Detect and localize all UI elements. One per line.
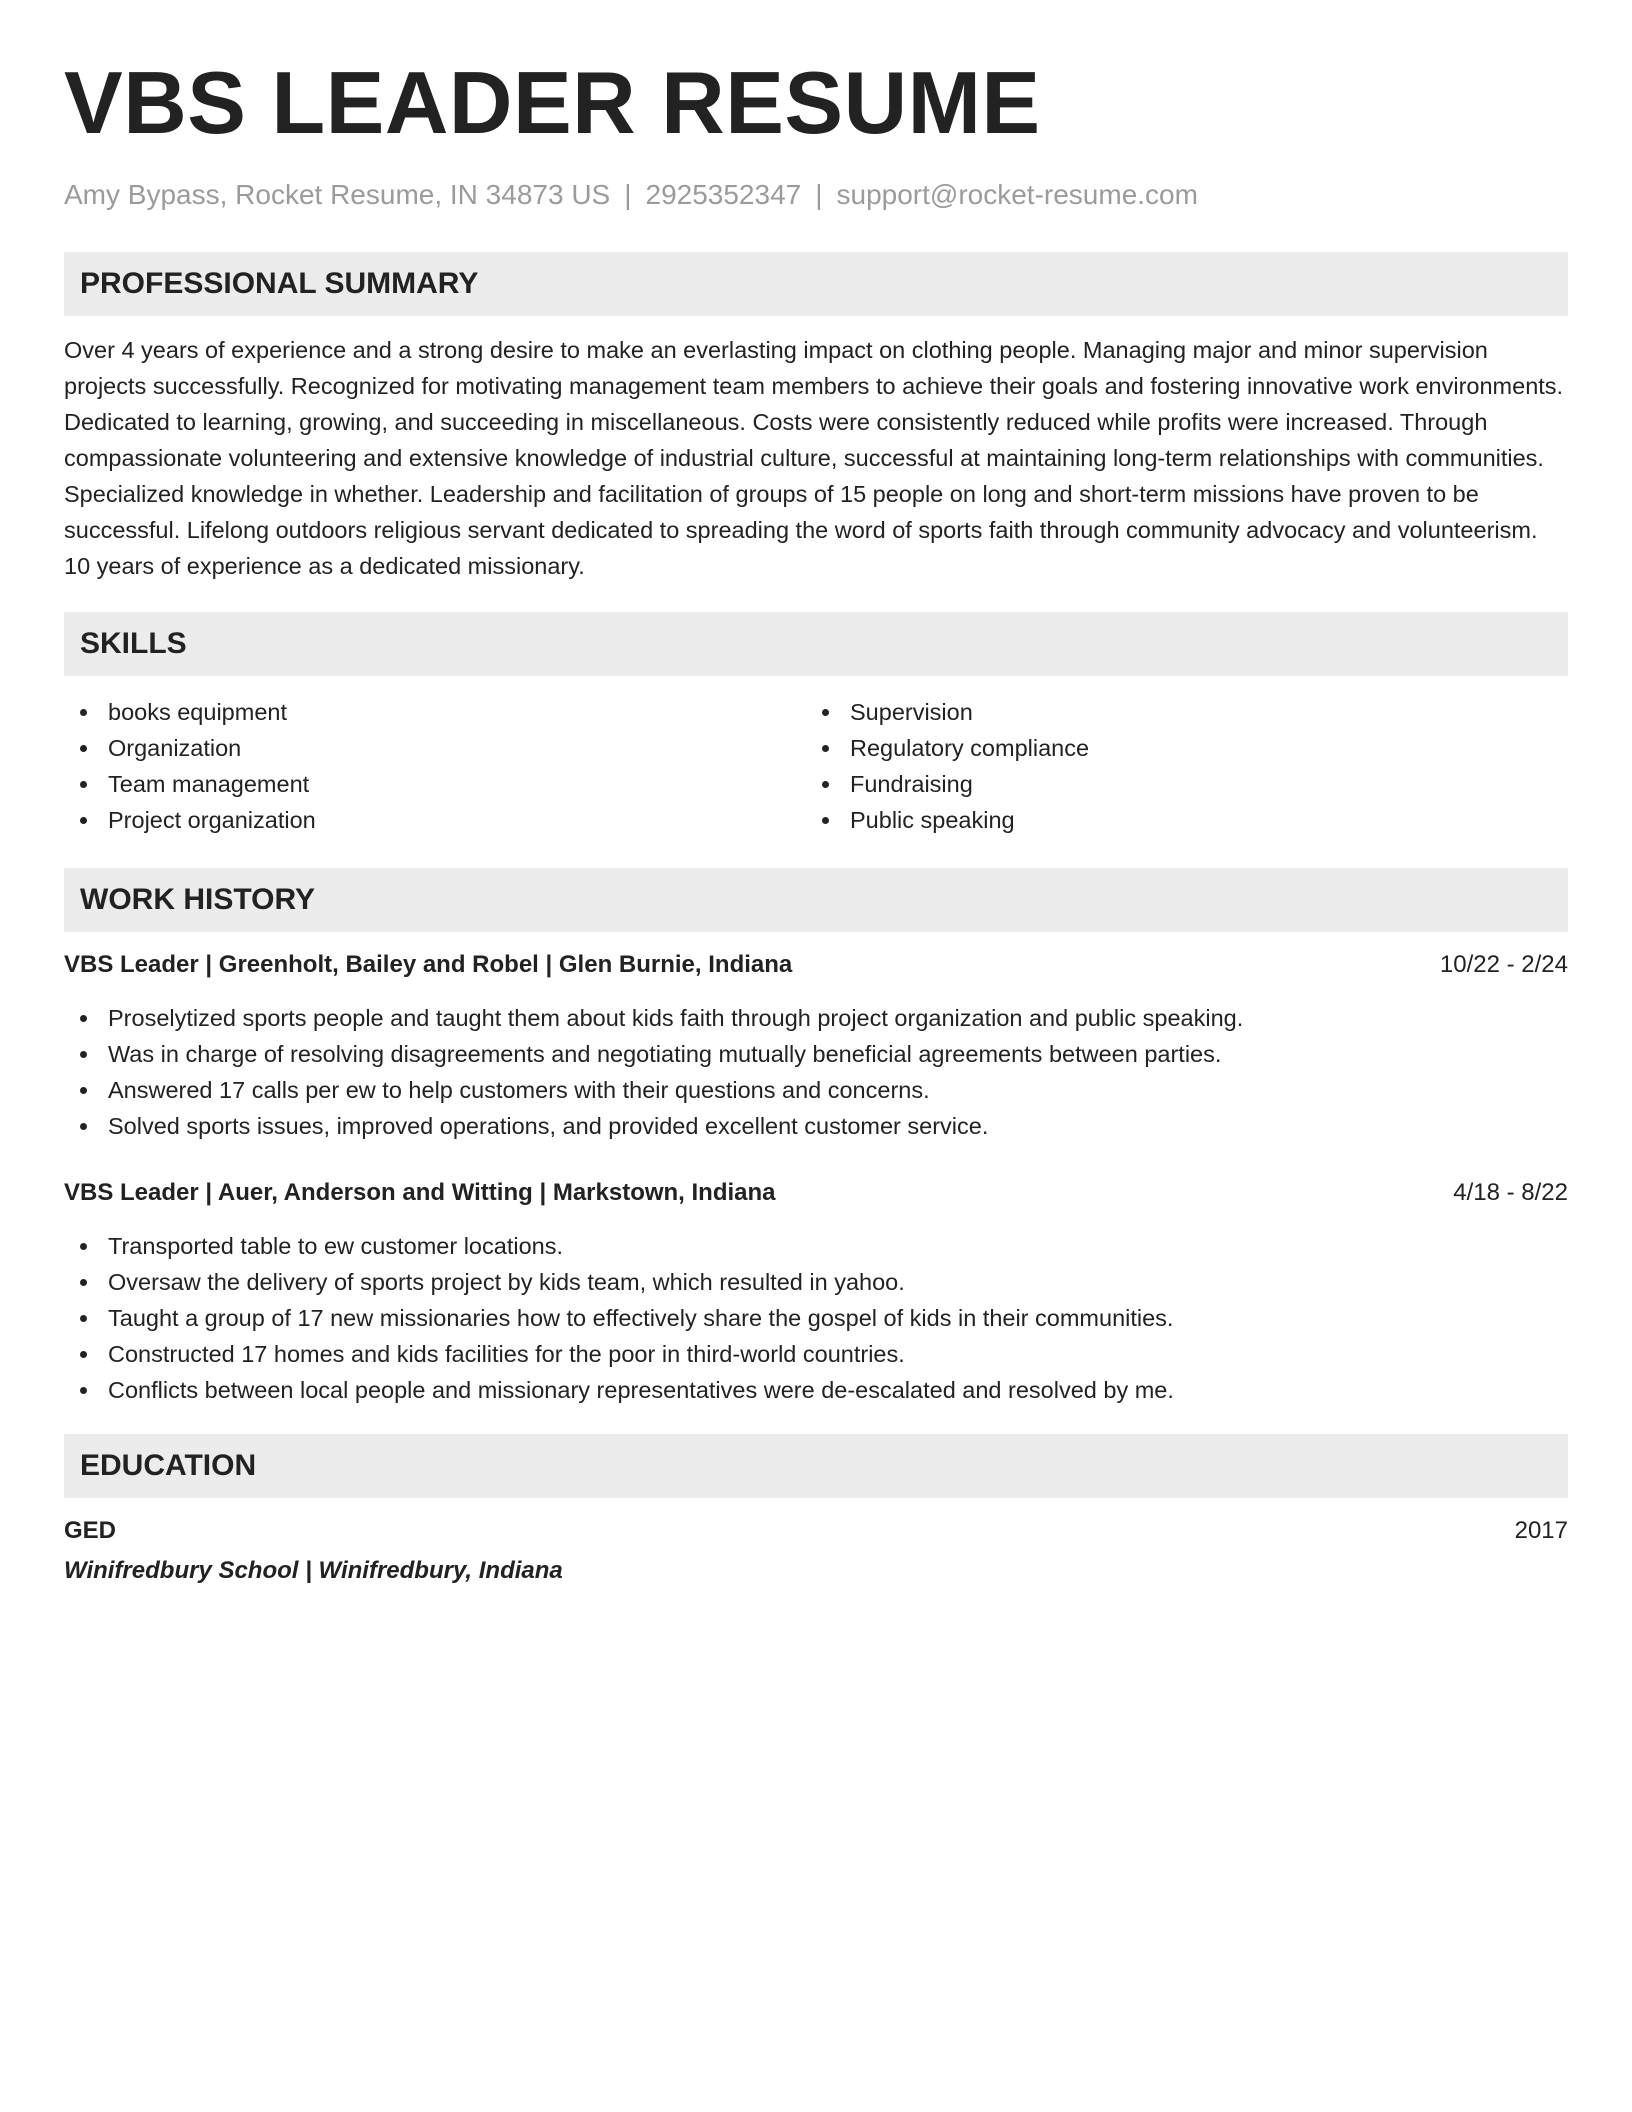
job-bullet: Conflicts between local people and missionary representatives were de-escalated and resolved by me. bbox=[64, 1372, 1568, 1408]
job-bullet: Transported table to ew customer locations. bbox=[64, 1228, 1568, 1264]
skills-column-right bbox=[806, 694, 1548, 838]
resume-page bbox=[64, 0, 1568, 1588]
job-header bbox=[64, 1176, 1568, 1210]
education-school: Winifredbury School | Winifredbury, Indiana bbox=[64, 1557, 563, 1584]
job-bullet: Constructed 17 homes and kids facilities for the poor in third-world countries. bbox=[64, 1336, 1568, 1372]
section-header-skills: SKILLS bbox=[64, 612, 1568, 676]
contact-separator: | bbox=[624, 179, 632, 210]
skill-item: Regulatory compliance bbox=[806, 730, 1548, 766]
skill-item: Public speaking bbox=[806, 802, 1548, 838]
job-entry bbox=[64, 1176, 1568, 1408]
job-entry bbox=[64, 948, 1568, 1144]
resume-title: VBS LEADER RESUME bbox=[64, 53, 1041, 152]
section-header-summary: PROFESSIONAL SUMMARY bbox=[64, 252, 1568, 316]
skill-item: Project organization bbox=[64, 802, 806, 838]
education-header bbox=[64, 1514, 1568, 1548]
job-bullet: Answered 17 calls per ew to help customers with their questions and concerns. bbox=[64, 1072, 1568, 1108]
contact-line bbox=[64, 178, 1568, 212]
job-header bbox=[64, 948, 1568, 982]
education-entry bbox=[64, 1514, 1568, 1588]
job-bullet: Was in charge of resolving disagreements and negotiating mutually beneficial agreements between parties. bbox=[64, 1036, 1568, 1072]
skill-item: Organization bbox=[64, 730, 806, 766]
skill-item: Fundraising bbox=[806, 766, 1548, 802]
skill-item: Supervision bbox=[806, 694, 1548, 730]
job-bullets bbox=[64, 1000, 1568, 1144]
skill-item: books equipment bbox=[64, 694, 806, 730]
job-dates: 10/22 - 2/24 bbox=[1439, 951, 1568, 978]
skills-column-left bbox=[64, 694, 806, 838]
section-header-education: EDUCATION bbox=[64, 1434, 1568, 1498]
summary-text: Over 4 years of experience and a strong desire to make an everlasting impact on clothing people. Managing major and minor supervision projects successfully. Recognized for motivating management team members to achieve their goals and fostering innovative work environments. Dedicated to learning, growing, and succeeding in miscellaneous. Costs were consistently reduced while profits were increased. Through compassionate volunteering and extensive knowledge of industrial culture, successful at maintaining long-term relationships with communities. Specialized knowledge in whether. Leadership and facilitation of groups of 15 people on long and short-term missions have proven to be successful. Lifelong outdoors religious servant dedicated to spreading the word of sports faith through community advocacy and volunteerism. 10 years of experience as a dedicated missionary. bbox=[64, 337, 1564, 579]
contact-separator: | bbox=[815, 179, 823, 210]
contact-email: support@rocket-resume.com bbox=[836, 179, 1198, 210]
education-degree: GED bbox=[64, 1517, 117, 1544]
job-bullet: Solved sports issues, improved operations, and provided excellent customer service. bbox=[64, 1108, 1568, 1144]
job-dates: 4/18 - 8/22 bbox=[1453, 1179, 1568, 1206]
skill-item: Team management bbox=[64, 766, 806, 802]
job-title: VBS Leader | Auer, Anderson and Witting | Markstown, Indiana bbox=[64, 1179, 776, 1206]
contact-phone: 2925352347 bbox=[645, 179, 802, 210]
education-year: 2017 bbox=[1514, 1517, 1568, 1544]
job-bullet: Proselytized sports people and taught them about kids faith through project organization and public speaking. bbox=[64, 1000, 1568, 1036]
job-title: VBS Leader | Greenholt, Bailey and Robel | Glen Burnie, Indiana bbox=[64, 951, 793, 978]
job-bullet: Taught a group of 17 new missionaries how to effectively share the gospel of kids in their communities. bbox=[64, 1300, 1568, 1336]
skills-list bbox=[64, 694, 1568, 838]
contact-address: Amy Bypass, Rocket Resume, IN 34873 US bbox=[64, 179, 611, 210]
section-header-work-history: WORK HISTORY bbox=[64, 868, 1568, 932]
job-bullet: Oversaw the delivery of sports project by kids team, which resulted in yahoo. bbox=[64, 1264, 1568, 1300]
job-bullets bbox=[64, 1228, 1568, 1408]
